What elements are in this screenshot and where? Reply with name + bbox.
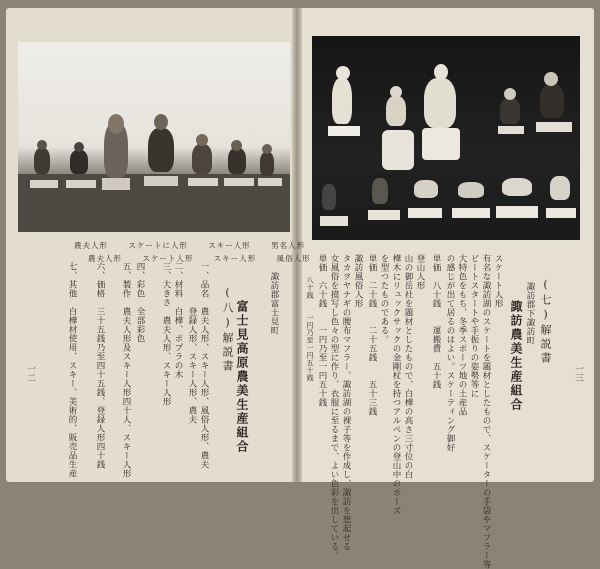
- right-text-col-13: タカヲヤナギの腰布マフラー、諏訪湖の裸子等を作成し、諏訪を想起せる: [341, 254, 351, 551]
- caption-2-2: スケート人形: [142, 254, 194, 263]
- right-photo-figurines: [312, 36, 580, 240]
- right-text-col-12: 諏訪風俗人形: [353, 254, 363, 308]
- caption-row-1: [74, 240, 305, 251]
- caption-2-1: 農夫人形: [88, 254, 122, 263]
- right-text-col-9: 樺木にリュックサックの金剛杖を持つアルペンの登山中のポーズ: [391, 254, 401, 515]
- left-org-sub: 諏訪郡富士見町: [269, 272, 279, 335]
- left-text-col-3: 二、材料 白樺、ポプラの木: [173, 262, 183, 379]
- left-org-name: 富士見高原農美生産組合: [235, 300, 249, 454]
- caption-2-4: 風俗人形: [276, 254, 311, 263]
- left-text-col-1: 一、品名 農夫人形、スキー人形、風俗人形、農夫: [199, 262, 209, 469]
- right-text-col-8: 山の御岳社を題材としたもので、白樺の高さ三寸位の白: [403, 254, 413, 479]
- caption-1-4: 男名人形: [271, 241, 306, 250]
- right-text-col-15: 単価 六十銭 一円乃至一円五十銭: [317, 254, 327, 407]
- right-text-col-10: を型つたものである。: [379, 254, 389, 344]
- right-org-sub: 諏訪郡下諏訪町: [525, 282, 535, 345]
- right-section-title: (七)解説書: [539, 278, 552, 366]
- right-text-col-6: 単価 八十銭 運搬費 五十銭: [431, 254, 441, 389]
- caption-1-1: 農夫人形: [74, 241, 108, 250]
- left-text-col-5: 四、彩色 全部彩色: [135, 262, 145, 343]
- left-photo-figurines: [18, 42, 290, 232]
- right-text-col-14: 女風俗を摸写し色々の型に作り、衣服に至るまで、よい色彩を出している。: [329, 254, 339, 560]
- left-page-number: 一二: [25, 364, 35, 382]
- right-text-col-1: スケート人形: [493, 254, 503, 308]
- right-text-col-4: 大特色をもち、冬季スポーツ地の土産品: [457, 254, 467, 416]
- caption-1-3: スキー人形: [208, 241, 251, 250]
- right-page-number: 一三: [573, 364, 583, 382]
- right-text-col-5: の感じが出て居るのはよい。スケーティング御好: [445, 254, 455, 452]
- right-text-col-16: 八十銭 一円乃至一円五十銭: [306, 254, 314, 382]
- left-text-col-6: 五、製作 農夫人形及スキー人形四十人、スキー人形: [121, 262, 131, 478]
- caption-1-2: スケートに人形: [128, 241, 188, 250]
- right-text-col-11: 単価 二十銭 二十五銭 五十三銭: [367, 254, 377, 416]
- left-text-col-8: 七、其他 白樺材使用、スキー、美術的、販売品生産: [67, 262, 77, 478]
- left-text-col-2: 登録人形、スキー人形、農夫: [187, 262, 197, 424]
- left-text-col-4: 三、大きさ 農夫人形、スキー人形: [161, 262, 171, 406]
- right-text-col-2: 有名な諏訪湖のスケートを題材としたもので、スケーターの手袋やマフラー等: [481, 254, 491, 569]
- left-text-col-7: 六、価格 三十五銭乃至四十五銭、登録人形四十銭: [95, 262, 105, 469]
- right-text-col-7: 登山人形: [415, 254, 425, 290]
- caption-2-3: スキー人形: [213, 254, 257, 263]
- left-section-title: (八)解説書: [221, 286, 234, 374]
- right-text-col-3: ビートスタートや手振りの姿勢等に: [469, 254, 479, 398]
- right-org-name: 諏訪農美生産組合: [509, 300, 523, 412]
